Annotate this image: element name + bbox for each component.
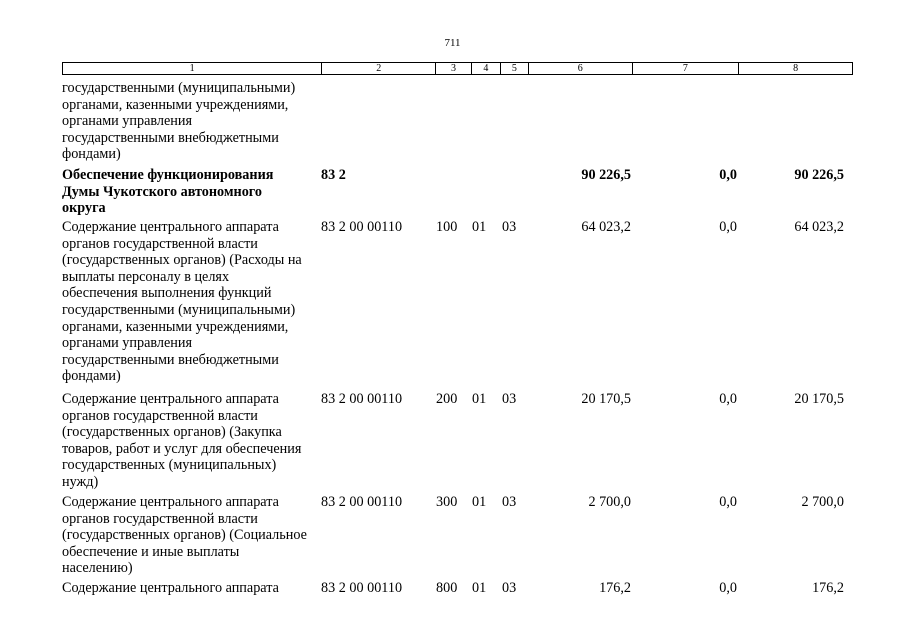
- description-line: Содержание центрального аппарата: [62, 580, 279, 596]
- row-change: 0,0: [719, 391, 737, 407]
- row-section: 01: [472, 580, 487, 596]
- row-total: 176,2: [812, 580, 844, 596]
- row-description: [62, 80, 322, 163]
- row-total: 2 700,0: [801, 494, 844, 510]
- header-col-6: 6: [529, 63, 633, 74]
- row-description: [62, 494, 322, 577]
- row-section: 01: [472, 391, 487, 407]
- description-line: органами управления: [62, 113, 192, 130]
- row-subsection: 03: [502, 580, 517, 596]
- row-amount: 90 226,5: [581, 167, 631, 183]
- description-line: органами, казенными учреждениями,: [62, 96, 289, 113]
- description-line: фондами): [62, 146, 121, 163]
- row-total: 90 226,5: [794, 167, 844, 183]
- description-line: органами управления: [62, 335, 192, 352]
- description-line: государственными (муниципальными): [62, 301, 296, 318]
- row-amount: 2 700,0: [588, 494, 631, 510]
- row-total: 20 170,5: [794, 391, 844, 407]
- row-expense-type: 800: [436, 580, 458, 596]
- description-line: Содержание центрального аппарата: [62, 391, 279, 407]
- header-col-1: 1: [63, 63, 322, 74]
- description-line: Обеспечение функционирования: [62, 167, 274, 183]
- description-line: обеспечение и иные выплаты: [62, 543, 240, 560]
- header-col-4: 4: [472, 63, 501, 74]
- page-number: 711: [444, 37, 461, 49]
- row-description: [62, 391, 322, 491]
- description-line: обеспечения выполнения функций: [62, 285, 272, 302]
- description-line: Содержание центрального аппарата: [62, 494, 279, 510]
- description-line: (государственных органов) (Расходы на: [62, 252, 302, 269]
- header-col-8: 8: [793, 63, 799, 74]
- row-subsection: 03: [502, 219, 517, 235]
- description-line: органами, казенными учреждениями,: [62, 318, 289, 335]
- row-change: 0,0: [719, 219, 737, 235]
- row-expense-type: 100: [436, 219, 458, 235]
- description-line: фондами): [62, 368, 121, 385]
- row-code: 83 2: [321, 167, 346, 183]
- row-code: 83 2 00 00110: [321, 391, 403, 407]
- description-line: (государственных органов) (Закупка: [62, 424, 282, 441]
- row-subsection: 03: [502, 494, 517, 510]
- row-code: 83 2 00 00110: [321, 219, 403, 235]
- description-line: органов государственной власти: [62, 235, 258, 252]
- description-line: выплаты персоналу в целях: [62, 268, 230, 285]
- row-description: [62, 580, 322, 597]
- row-amount: 64 023,2: [581, 219, 631, 235]
- row-expense-type: 200: [436, 391, 458, 407]
- row-change: 0,0: [719, 580, 737, 596]
- description-line: населению): [62, 560, 133, 577]
- row-code: 83 2 00 00110: [321, 494, 403, 510]
- description-line: (государственных органов) (Социальное: [62, 527, 307, 544]
- description-line: Содержание центрального аппарата: [62, 219, 279, 235]
- description-line: государственных (муниципальных): [62, 457, 277, 474]
- description-line: государственными внебюджетными: [62, 351, 279, 368]
- header-col-2: 2: [322, 63, 436, 74]
- table-header: [62, 62, 853, 75]
- description-line: органов государственной власти: [62, 407, 258, 424]
- description-line: Думы Чукотского автономного: [62, 183, 262, 200]
- row-change: 0,0: [719, 167, 737, 183]
- row-total: 64 023,2: [794, 219, 844, 235]
- row-description: [62, 219, 322, 385]
- row-description: [62, 167, 322, 217]
- row-expense-type: 300: [436, 494, 458, 510]
- row-section: 01: [472, 494, 487, 510]
- description-line: органов государственной власти: [62, 510, 258, 527]
- description-line: государственными (муниципальными): [62, 80, 296, 96]
- row-amount: 20 170,5: [581, 391, 631, 407]
- description-line: нужд): [62, 473, 99, 490]
- description-line: государственными внебюджетными: [62, 129, 279, 146]
- row-amount: 176,2: [599, 580, 631, 596]
- row-code: 83 2 00 00110: [321, 580, 403, 596]
- row-change: 0,0: [719, 494, 737, 510]
- description-line: товаров, работ и услуг для обеспечения: [62, 440, 302, 457]
- header-col-5: 5: [501, 63, 529, 74]
- description-line: округа: [62, 200, 106, 217]
- header-col-7: 7: [633, 63, 740, 74]
- header-col-3: 3: [436, 63, 472, 74]
- row-subsection: 03: [502, 391, 517, 407]
- row-section: 01: [472, 219, 487, 235]
